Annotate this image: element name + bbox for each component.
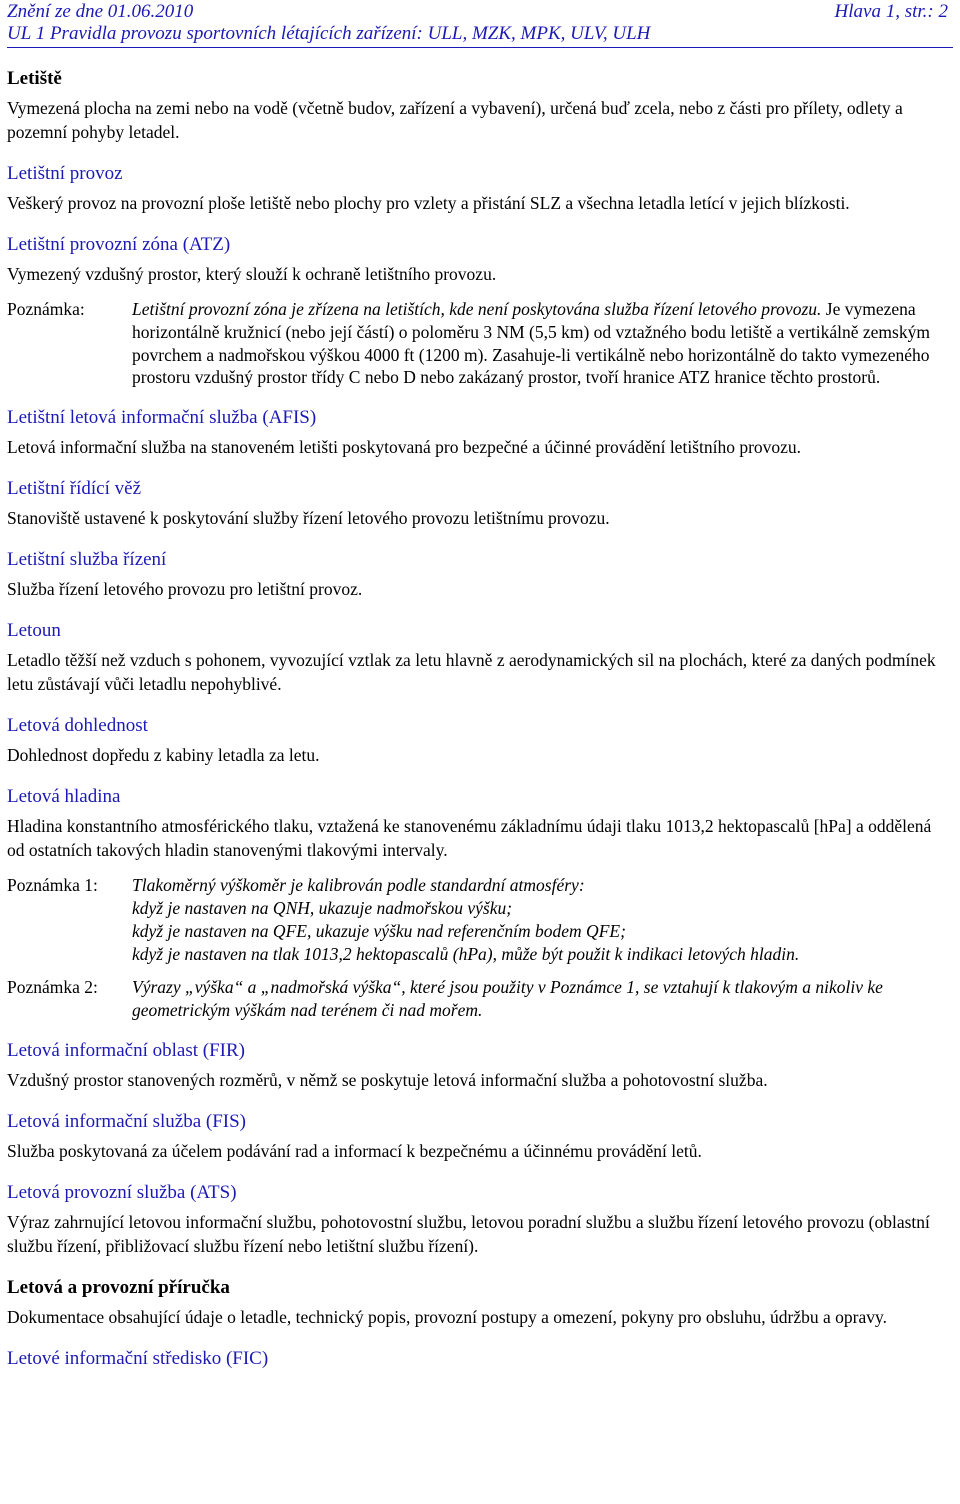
term-definition: Veškerý provoz na provozní ploše letiště nebo plochy pro vzlety a přistání SLZ a všechna letadla letící v jejich blízkosti.: [7, 193, 850, 213]
term-definition: Výraz zahrnující letovou informační službu, pohotovostní službu, letovou poradní službu a službu řízení letového provozu (oblastní službu řízení, přibližovací službu řízení nebo letištní službu řízení).: [7, 1211, 930, 1256]
term-definition: Vzdušný prostor stanovených rozměrů, v němž se poskytuje letová informační služba a pohotovostní služba.: [7, 1069, 768, 1090]
revision-date: Znění ze dne 01.06.2010: [7, 1, 194, 22]
term-heading: Letová dohlednost: [7, 715, 148, 737]
term-heading: Letová informační služba (FIS): [7, 1110, 247, 1132]
note-block: [7, 874, 953, 965]
term-heading: Letová hladina: [7, 786, 121, 808]
header-top-row: [7, 1, 948, 23]
term-definition: Služba poskytovaná za účelem podávání rad a informací k bezpečnému a účinnému provádění letů.: [7, 1140, 702, 1161]
term-definition: Stanoviště ustavené k poskytování služby řízení letového provozu letištnímu provozu.: [7, 508, 610, 529]
page-number: Hlava 1, str.: 2: [834, 1, 948, 22]
document-title: UL 1 Pravidla provozu sportovních létajících zařízení: ULL, MZK, MPK, ULV, ULH: [7, 23, 651, 44]
term-definition: Služba řízení letového provozu pro letištní provoz.: [7, 579, 363, 600]
term-definition: Letová informační služba na stanoveném letišti poskytovaná pro bezpečné a účinné provádění letištního provozu.: [7, 437, 802, 458]
term-definition: Dokumentace obsahující údaje o letadle, technický popis, provozní postupy a omezení, pokyny pro obsluhu, údržbu a opravy.: [7, 1306, 887, 1327]
term-heading: Letová a provozní příručka: [7, 1276, 230, 1298]
term-definition: Dohlednost dopředu z kabiny letadla za letu.: [7, 745, 320, 766]
term-heading: Letištní provozní zóna (ATZ): [7, 234, 231, 255]
note-text: [132, 298, 953, 389]
note-block: [7, 298, 953, 389]
note-line: když je nastaven na QFE, ukazuje výšku nad referenčním bodem QFE;: [132, 920, 626, 941]
term-definition: Vymezená plocha na zemi nebo na vodě (včetně budov, zařízení a vybavení), určená buď zcela, nebo z části pro přílety, odlety a pozemní pohyby letadel.: [7, 98, 903, 142]
term-definition: Hladina konstantního atmosférického tlaku, vztažená ke stanovenému základnímu údaji tlaku 1013,2 hektopascalů [hPa] a oddělená od ostatních takových hladin stanovenými tlakovými intervaly.: [7, 816, 932, 861]
note-label: Poznámka:: [7, 299, 85, 319]
note-label: Poznámka 2:: [7, 977, 98, 998]
term-heading: Letiště: [7, 68, 62, 89]
note-line: Tlakoměrný výškoměr je kalibrován podle standardní atmosféry:: [132, 875, 585, 896]
term-definition: Vymezený vzdušný prostor, který slouží k ochraně letištního provozu.: [7, 264, 497, 284]
term-heading: Letové informační středisko (FIC): [7, 1347, 269, 1369]
note-label: Poznámka 1:: [7, 875, 98, 896]
note-block: [7, 976, 953, 1022]
term-heading: Letoun: [7, 620, 61, 642]
note-text-part: Je vymezena horizontálně kružnicí (nebo její částí) o poloměru 3 NM (5,5 km) od vztažného bodu letiště a vertikálně zemským povrchem a nadmořskou výškou 4000 ft (1200 m). Zasahuje-li vertikálně nebo horizontálně do takto vymezeného prostoru vzdušný prostor třídy C nebo D nebo zakázaný prostor, tvoří hranice ATZ hranice těchto prostorů.: [132, 299, 930, 388]
term-definition: Letadlo těžší než vzduch s pohonem, vyvozující vztlak za letu hlavně z aerodynamických sil na plochách, které za daných podmínek letu zůstávají vůči letadlu nepohyblivé.: [7, 650, 936, 695]
note-line: když je nastaven na QNH, ukazuje nadmořskou výšku;: [132, 897, 513, 918]
term-heading: Letištní provoz: [7, 163, 123, 184]
term-heading: Letištní služba řízení: [7, 549, 167, 571]
term-heading: Letištní řídící věž: [7, 478, 142, 500]
term-heading: Letová provozní služba (ATS): [7, 1181, 237, 1203]
definitions-list: [7, 67, 953, 1371]
term-heading: Letová informační oblast (FIR): [7, 1039, 245, 1061]
note-text-part: Letištní provozní zóna je zřízena na letištích, kde není poskytována služba řízení letového provozu.: [132, 299, 822, 319]
header-divider: [7, 47, 953, 48]
note-line: když je nastaven na tlak 1013,2 hektopascalů (hPa), může být použit k indikaci letových hladin.: [132, 943, 800, 964]
note-text: Výrazy „výška“ a „nadmořská výška“, které jsou použity v Poznámce 1, se vztahují k tlakovým a nikoliv ke geometrickým výškám nad terénem či nad mořem.: [132, 977, 883, 1021]
term-heading: Letištní letová informační služba (AFIS): [7, 407, 317, 429]
note-text: [132, 874, 953, 965]
